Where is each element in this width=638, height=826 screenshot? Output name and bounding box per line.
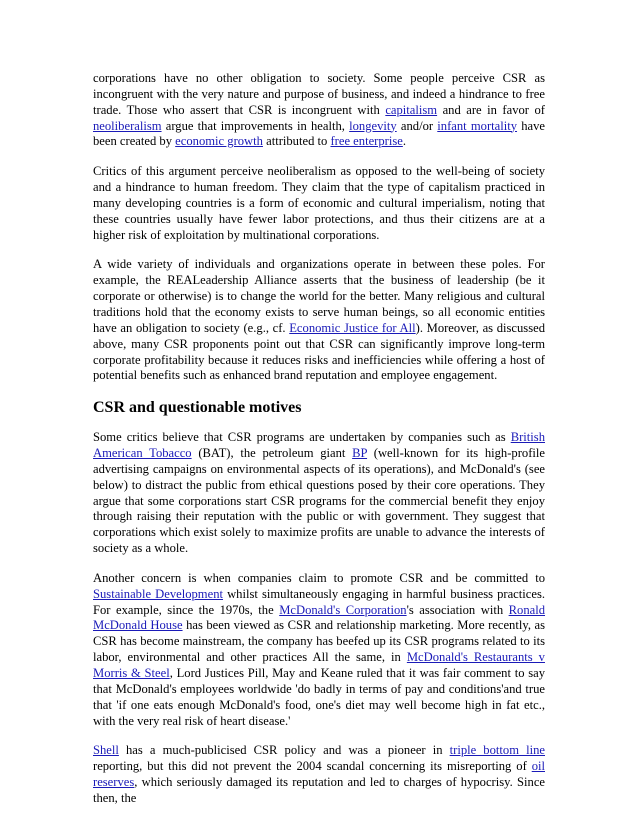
link-economic-growth[interactable]: economic growth [175, 134, 263, 149]
link-mcdonalds-v-morris-steel[interactable]: McDonald's Restaurants v Morris & Steel [93, 650, 545, 680]
link-british-american-tobacco[interactable]: British American Tobacco [93, 430, 545, 461]
link-longevity[interactable]: longevity [349, 118, 397, 133]
text: corporations have no other obligation to society. Some people perceive CSR as incongruent with the very nature and purpose of business, and indeed a hindrance to free trade. Those who assert that CSR is incongruent with [93, 71, 545, 117]
text: (BAT), the petroleum giant [191, 446, 353, 461]
text: attributed to [262, 134, 331, 149]
text: and are in favor of [437, 102, 545, 117]
paragraph-6 [93, 743, 545, 806]
link-mcdonalds-corporation[interactable]: McDonald's Corporation [279, 602, 407, 617]
link-capitalism[interactable]: capitalism [385, 102, 438, 117]
text: A wide variety of individuals and organizations operate in between these poles. For example, the REALeadership Alliance asserts that the business of leadership (be it corporate or otherwise) is to change the world for the better. Many religious and cultural traditions hold that the economy exists to serve human beings, so all economic entities have an obligation to society (e.g., cf. [93, 257, 545, 335]
paragraph-2 [93, 164, 545, 243]
section-heading: CSR and questionable motives [93, 399, 302, 417]
text: . [402, 134, 406, 149]
text: Some critics believe that CSR programs are undertaken by companies such as [93, 430, 511, 445]
paragraph-3 [93, 257, 545, 384]
text: has been viewed as CSR and relationship marketing. More recently, as CSR has become mainstream, the company has beefed up its CSR programs related to its labor, environmental and other practices [93, 618, 545, 665]
paragraph-1 [93, 71, 545, 150]
link-oil-reserves[interactable]: oil reserves [93, 759, 545, 790]
text: have been created by [93, 118, 546, 149]
paragraph-5 [93, 571, 545, 729]
document-page [93, 71, 545, 821]
text: 's association with [406, 602, 509, 617]
text: , which seriously damaged its reputation and led to charges of hypocrisy. Since then, the [93, 775, 545, 805]
text: has a much-publicised CSR policy and was a pioneer in [118, 743, 450, 758]
link-neoliberalism[interactable]: neoliberalism [93, 118, 162, 133]
text: whilst simultaneously engaging in harmful business practices. For example, since the 1970s, the [93, 586, 545, 617]
text: (well-known for its high-profile advertising campaigns on environmental aspects of its operations), and McDonald's (see below) to distract the public from ethical questions posed by their core operations. They argue that some corporations start CSR programs for the commercial benefit they enjoy through raising their reputation with the public or with government. They suggest that corporations which exist solely to maximize profits are unable to advance the interests of society as a whole. [93, 446, 545, 556]
text: All the same, in [307, 650, 407, 665]
text: Another concern is when companies claim to promote CSR and be committed to [93, 570, 545, 585]
link-infant-mortality[interactable]: infant mortality [437, 118, 518, 133]
link-shell[interactable]: Shell [93, 743, 119, 758]
link-sustainable-development[interactable]: Sustainable Development [93, 586, 223, 601]
text: reporting, but this did not prevent the 2004 scandal concerning its misreporting of [93, 759, 532, 774]
text: ). Moreover, as discussed above, many CSR proponents point out that CSR can significantly improve long-term corporate profitability because it reduces risks and inefficiencies while offering a host of potential benefits such as enhanced brand reputation and employee engagement. [93, 320, 545, 383]
text: Critics of this argument perceive neoliberalism as opposed to the well-being of society and a hindrance to human freedom. They claim that the type of capitalism practiced in many developing countries is a form of economic and cultural imperialism, noting that these countries usually have fewer labor protections, and thus their citizens are at a higher risk of exploitation by multinational corporations. [93, 164, 545, 242]
text: and/or [396, 118, 438, 133]
link-ronald-mcdonald-house[interactable]: Ronald McDonald House [93, 602, 546, 633]
text: argue that improvements in health, [161, 118, 350, 133]
link-free-enterprise[interactable]: free enterprise [330, 134, 403, 149]
paragraph-4 [93, 430, 545, 557]
text: , Lord Justices Pill, May and Keane ruled that it was fair comment to say that McDonald's employees worldwide 'do badly in terms of pay and conditions'and true that 'if one eats enough McDonald's food, one's diet may well become high in fat etc., with the very real risk of heart disease.' [93, 666, 546, 728]
link-triple-bottom-line[interactable]: triple bottom line [449, 743, 545, 758]
link-bp[interactable]: BP [352, 446, 368, 461]
link-economic-justice-for-all[interactable]: Economic Justice for All [289, 320, 416, 335]
